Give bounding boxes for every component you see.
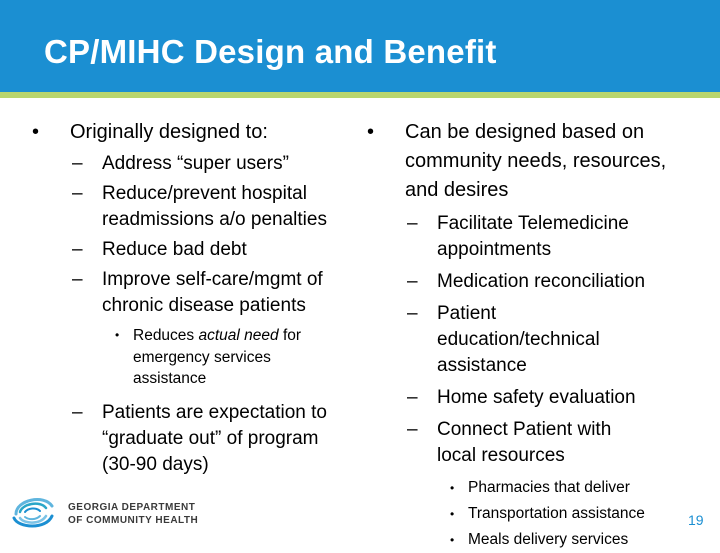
bullet-icon: • xyxy=(450,533,455,547)
list-item xyxy=(365,417,647,469)
list-item-text: Home safety evaluation xyxy=(437,387,636,408)
list-item-text: Medication reconciliation xyxy=(437,271,646,292)
logo-line2: OF COMMUNITY HEALTH xyxy=(68,515,199,526)
dash-icon: – xyxy=(407,419,418,440)
georgia-dch-logo xyxy=(10,490,199,532)
left-heading xyxy=(30,118,350,147)
sub-item-text: Meals delivery services xyxy=(468,531,629,548)
sub-item-post: for emergency services assistance xyxy=(133,327,302,387)
left-column xyxy=(30,118,350,478)
list-item xyxy=(30,400,350,478)
dash-icon: – xyxy=(72,239,83,260)
bullet-icon: • xyxy=(367,121,375,143)
list-item xyxy=(365,301,642,379)
list-item xyxy=(30,151,350,177)
list-item-text: Patient education/technical assistance xyxy=(437,303,600,376)
dash-icon: – xyxy=(407,387,418,408)
sub-item-text: Pharmacies that deliver xyxy=(468,479,630,496)
sub-list-item xyxy=(365,475,685,501)
georgia-dch-swirl-icon xyxy=(10,490,58,532)
dash-icon: – xyxy=(407,271,418,292)
list-item xyxy=(365,269,685,295)
dash-icon: – xyxy=(72,269,83,290)
sub-list-item xyxy=(30,325,348,390)
sub-list-item xyxy=(365,527,685,553)
list-item xyxy=(365,211,685,263)
right-heading-text: Can be designed based on community needs, resources, and desires xyxy=(405,121,667,201)
sub-item-emphasis: actual need xyxy=(198,327,279,344)
right-heading xyxy=(365,118,705,205)
left-heading-text: Originally designed to: xyxy=(70,121,268,143)
list-item-text: Reduce/prevent hospital readmissions a/o penalties xyxy=(102,183,327,230)
sub-item-pre: Reduces xyxy=(133,327,199,344)
dash-icon: – xyxy=(407,303,418,324)
dash-icon: – xyxy=(72,401,83,423)
list-item-text: Reduce bad debt xyxy=(102,239,247,260)
dash-icon: – xyxy=(72,153,83,174)
list-item-text: Patients are expectation to “graduate out” of program (30-90 days) xyxy=(102,401,327,475)
list-item-text: Address “super users” xyxy=(102,153,289,174)
list-item xyxy=(30,181,350,233)
list-item xyxy=(30,237,350,263)
list-item-text: Facilitate Telemedicine appointments xyxy=(437,213,629,260)
bullet-icon: • xyxy=(115,328,120,342)
page-number: 19 xyxy=(688,512,704,528)
bullet-icon: • xyxy=(32,121,40,143)
sub-item-text: Transportation assistance xyxy=(468,505,645,522)
bullet-icon: • xyxy=(450,481,455,495)
list-item xyxy=(365,385,685,411)
list-item-text: Connect Patient with local resources xyxy=(437,419,612,466)
right-column xyxy=(365,118,685,553)
title-bar xyxy=(0,0,720,92)
title-accent-stripe xyxy=(0,92,720,98)
dash-icon: – xyxy=(72,183,83,204)
bullet-icon: • xyxy=(450,507,455,521)
list-item-text: Improve self-care/mgmt of chronic disease patients xyxy=(102,269,323,316)
slide-title: CP/MIHC Design and Benefit xyxy=(44,33,497,70)
sub-list-item xyxy=(365,501,685,527)
list-item xyxy=(30,267,350,319)
logo-line1: GEORGIA DEPARTMENT xyxy=(68,502,196,513)
dash-icon: – xyxy=(407,213,418,234)
